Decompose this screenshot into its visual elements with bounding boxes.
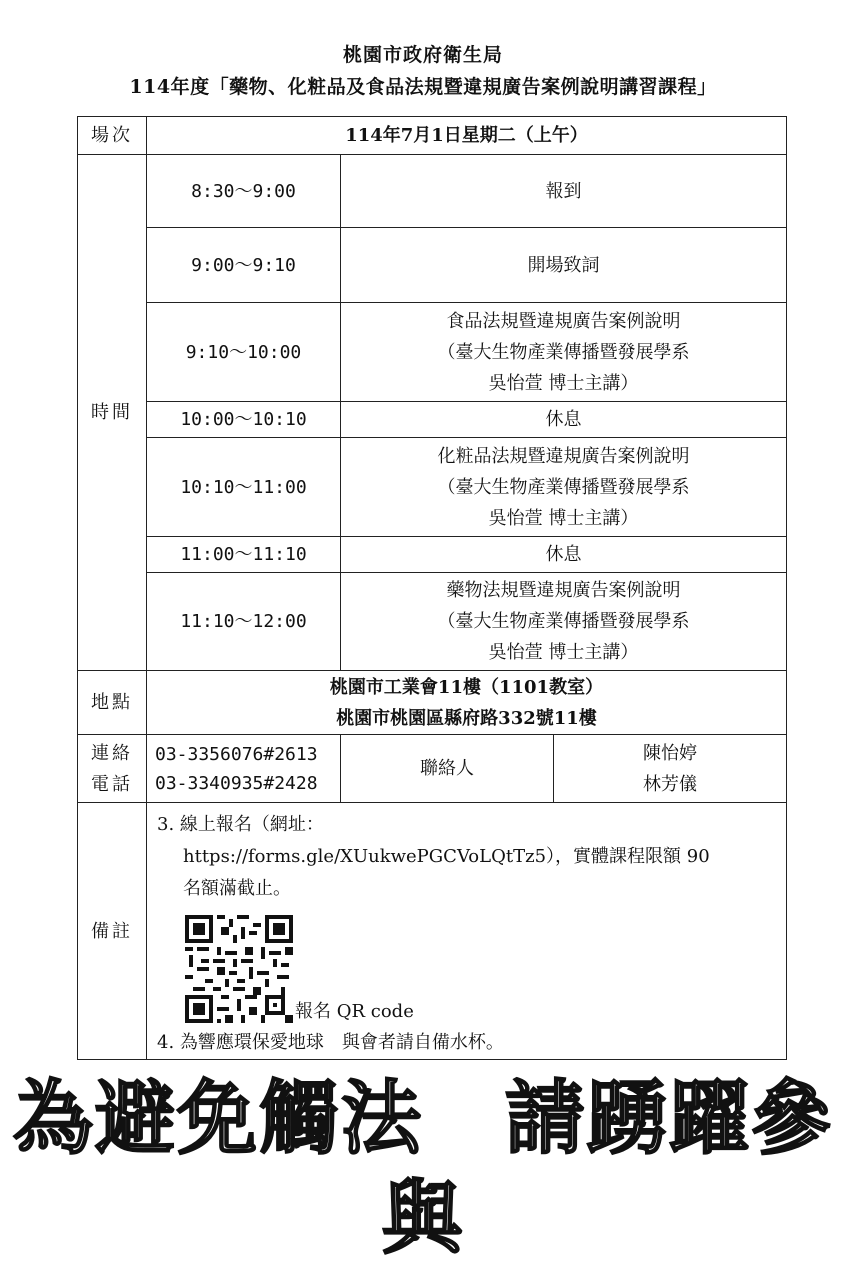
phone-number: 03-3340935#2428: [155, 772, 318, 794]
schedule-time: 11:00～11:10: [147, 537, 341, 573]
remark-item3-line: 3. 線上報名（網址：: [157, 814, 324, 835]
schedule-content: [341, 402, 787, 438]
schedule-content: [341, 155, 787, 228]
schedule-content-line: 藥物法規暨違規廣告案例說明: [446, 580, 681, 601]
schedule-content: [341, 537, 787, 573]
schedule-content-line: 休息: [545, 409, 582, 430]
schedule-time: 8:30～9:00: [147, 155, 341, 228]
phone-label: [78, 735, 147, 803]
schedule-content: [341, 303, 787, 402]
schedule-content-line: 吳怡萱 博士主講）: [488, 642, 639, 663]
schedule-content: [341, 438, 787, 537]
registration-url[interactable]: https://forms.gle/XUukwePGCVoLQtTz5），實體課程限額 90: [183, 846, 710, 867]
schedule-content: [341, 228, 787, 303]
location-label: 地點: [78, 671, 147, 735]
schedule-row: [78, 303, 787, 402]
schedule-row: [78, 402, 787, 438]
schedule-row: [78, 537, 787, 573]
registration-qr-code[interactable]: [185, 915, 293, 1023]
schedule-row: [78, 438, 787, 537]
qr-block: [185, 915, 778, 1023]
location-row: [78, 671, 787, 735]
remarks-row: [78, 803, 787, 1060]
remarks-label: 備註: [78, 803, 147, 1060]
course-title: 114年度「藥物、化粧品及食品法規暨違規廣告案例說明講習課程」: [129, 76, 717, 98]
course-schedule-table: [77, 116, 787, 1060]
schedule-time: 9:10～10:00: [147, 303, 341, 402]
schedule-content-line: 開場致詞: [527, 254, 600, 276]
contact-persons: [554, 735, 787, 803]
schedule-row: [78, 573, 787, 671]
agency-title: 桃園市政府衛生局: [342, 44, 503, 66]
phone-number: 03-3356076#2613: [155, 743, 318, 765]
schedule-content-line: （臺大生物產業傳播暨發展學系: [437, 611, 690, 632]
remark-item4: 4. 為響應環保愛地球 與會者請自備水杯。: [157, 1032, 504, 1053]
schedule-content-line: （臺大生物產業傳播暨發展學系: [437, 476, 690, 498]
contact-person: 林芳儀: [643, 773, 697, 795]
phone-label-line: 連絡: [91, 742, 133, 764]
schedule-content-line: 化粧品法規暨違規廣告案例說明: [437, 445, 690, 467]
session-date: 114年7月1日星期二（上午）: [147, 117, 787, 155]
contact-person-label: 聯絡人: [341, 735, 554, 803]
schedule-row: [78, 228, 787, 303]
schedule-content-line: 吳怡萱 博士主講）: [488, 507, 639, 529]
schedule-content-line: （臺大生物產業傳播暨發展學系: [437, 341, 690, 363]
remark-item3-line: 名額滿截止。: [183, 878, 291, 899]
qr-label: 報名 QR code: [295, 1001, 414, 1022]
schedule-content-line: 吳怡萱 博士主講）: [488, 372, 639, 394]
schedule-content-line: 食品法規暨違規廣告案例說明: [446, 310, 681, 332]
session-label: 場次: [78, 117, 147, 155]
schedule-time: 10:10～11:00: [147, 438, 341, 537]
remarks-content: [147, 803, 787, 1060]
schedule-content: [341, 573, 787, 671]
schedule-row: [78, 155, 787, 228]
location-value: [147, 671, 787, 735]
session-row: [78, 117, 787, 155]
location-line: 桃園市工業會11樓（1101教室）: [329, 676, 604, 698]
schedule-time: 10:00～10:10: [147, 402, 341, 438]
schedule-time: 11:10～12:00: [147, 573, 341, 671]
contact-person: 陳怡婷: [643, 742, 697, 764]
slogan-banner: 為避免觸法 請踴躍參與: [13, 1071, 833, 1265]
phone-label-line: 電話: [91, 773, 133, 795]
time-label: 時間: [78, 155, 147, 671]
phone-numbers: [147, 735, 341, 803]
schedule-content-line: 報到: [545, 180, 582, 202]
location-line: 桃園市桃園區縣府路332號11樓: [336, 707, 597, 729]
schedule-content-line: 休息: [545, 544, 582, 565]
schedule-time: 9:00～9:10: [147, 228, 341, 303]
contact-row: [78, 735, 787, 803]
